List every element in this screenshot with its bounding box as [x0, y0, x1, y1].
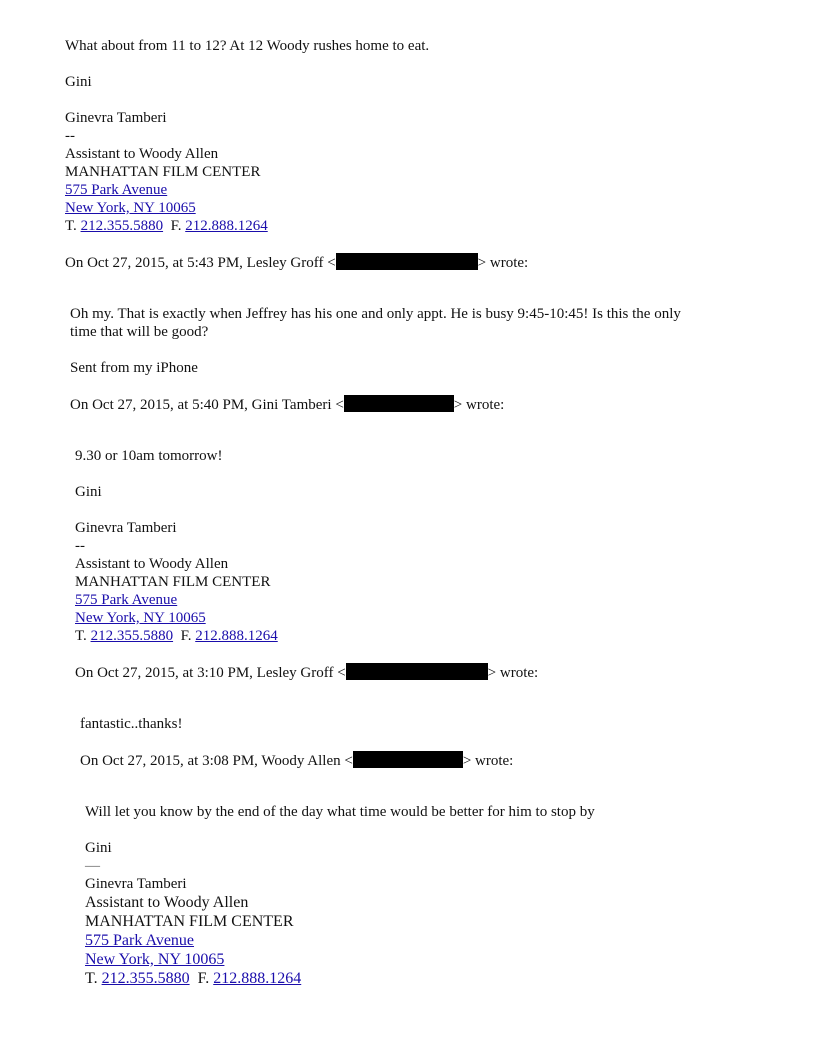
sig1-tel-link[interactable]: 212.355.5880 — [80, 218, 164, 234]
sig2-city-link[interactable]: New York, NY 10065 — [75, 610, 206, 626]
sig3-street-link[interactable]: 575 Park Avenue — [85, 932, 195, 949]
sig3-tel-prefix: T. — [85, 970, 98, 987]
sig3-org: MANHATTAN FILM CENTER — [85, 913, 294, 930]
sig1-city-link[interactable]: New York, NY 10065 — [65, 200, 196, 216]
quote-header-4-pre: On Oct 27, 2015, at 3:08 PM, Woody Allen < — [80, 753, 353, 769]
quote-header-3 — [75, 663, 538, 682]
sig1-full-name: Ginevra Tamberi — [65, 110, 167, 126]
sig2-fax-link[interactable]: 212.888.1264 — [195, 628, 278, 644]
sig1-tel-prefix: T. — [65, 218, 77, 234]
sig2-phone-line — [75, 627, 278, 645]
sig3-separator: — — [85, 858, 100, 874]
quote-header-2 — [70, 395, 504, 414]
quote-header-4-post: > wrote: — [462, 753, 514, 769]
redacted-email-3 — [346, 663, 488, 680]
sig2-tel-prefix: T. — [75, 628, 87, 644]
sig1-street-link[interactable]: 575 Park Avenue — [65, 182, 168, 198]
msg2-line-2: time that will be good? — [70, 324, 209, 340]
sig1-phone-line — [65, 217, 268, 235]
sig2-short-name: Gini — [75, 484, 102, 500]
quote-header-3-pre: On Oct 27, 2015, at 3:10 PM, Lesley Groff < — [75, 665, 346, 681]
sig1-fax-link[interactable]: 212.888.1264 — [185, 218, 268, 234]
sig2-org: MANHATTAN FILM CENTER — [75, 574, 271, 590]
sig2-street-link[interactable]: 575 Park Avenue — [75, 592, 178, 608]
msg2-sent-from: Sent from my iPhone — [70, 360, 198, 376]
msg3-body: 9.30 or 10am tomorrow! — [75, 448, 223, 464]
sig3-short-name: Gini — [85, 840, 112, 856]
quote-header-2-pre: On Oct 27, 2015, at 5:40 PM, Gini Tamberi < — [70, 397, 344, 413]
sig2-fax-prefix: F. — [180, 628, 192, 644]
quote-header-1 — [65, 253, 528, 272]
redacted-email-2 — [344, 395, 454, 412]
sig3-city-link[interactable]: New York, NY 10065 — [85, 951, 225, 968]
redacted-email-1 — [336, 253, 478, 270]
msg2-line-1: Oh my. That is exactly when Jeffrey has his one and only appt. He is busy 9:45-10:45! Is this the only — [70, 306, 681, 322]
quote-header-1-pre: On Oct 27, 2015, at 5:43 PM, Lesley Groff < — [65, 255, 336, 271]
sig1-org: MANHATTAN FILM CENTER — [65, 164, 261, 180]
sig1-role: Assistant to Woody Allen — [65, 146, 219, 162]
sig3-role: Assistant to Woody Allen — [85, 894, 249, 911]
sig1-short-name: Gini — [65, 74, 92, 90]
quote-header-2-post: > wrote: — [453, 397, 505, 413]
sig2-full-name: Ginevra Tamberi — [75, 520, 177, 536]
quote-header-4 — [80, 751, 513, 770]
sig2-tel-link[interactable]: 212.355.5880 — [90, 628, 174, 644]
msg4-body: fantastic..thanks! — [80, 716, 183, 732]
quote-header-1-post: > wrote: — [477, 255, 529, 271]
sig3-fax-prefix: F. — [197, 970, 210, 987]
sig2-separator: -- — [75, 538, 85, 554]
sig3-fax-link[interactable]: 212.888.1264 — [213, 970, 302, 987]
sig3-full-name: Ginevra Tamberi — [85, 876, 187, 892]
sig2-role: Assistant to Woody Allen — [75, 556, 229, 572]
sig3-tel-link[interactable]: 212.355.5880 — [101, 970, 190, 987]
sig3-phone-line — [85, 969, 301, 988]
msg5-body: Will let you know by the end of the day what time would be better for him to stop by — [85, 804, 595, 820]
quote-header-3-post: > wrote: — [487, 665, 539, 681]
sig1-fax-prefix: F. — [170, 218, 182, 234]
redacted-email-4 — [353, 751, 463, 768]
sig1-separator: -- — [65, 128, 75, 144]
intro-text: What about from 11 to 12? At 12 Woody rushes home to eat. — [65, 38, 430, 54]
